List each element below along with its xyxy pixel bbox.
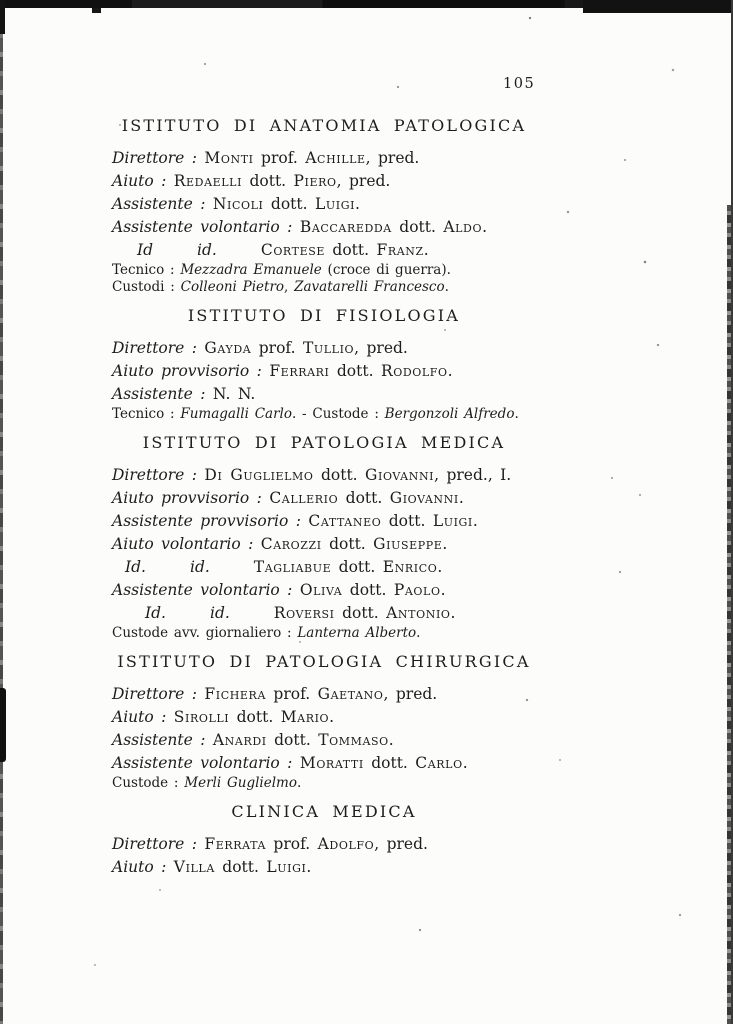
text-segment: Aiuto provvisorio : xyxy=(112,362,270,380)
text-segment: Bergonzoli Alfredo xyxy=(384,406,515,422)
text-segment: Custodi : xyxy=(112,279,181,295)
text-segment: . xyxy=(355,195,360,213)
text-segment: Piero xyxy=(293,172,337,190)
text-segment: , pred., I. xyxy=(434,466,512,484)
text-segment: Id. xyxy=(145,604,166,622)
text-segment: Assistente : xyxy=(112,385,213,403)
text-segment: , pred. xyxy=(354,339,408,357)
text-segment: Roversi xyxy=(273,604,335,622)
text-segment: Id xyxy=(137,241,154,259)
text-segment: Direttore : xyxy=(112,339,205,357)
text-segment: Merli Guglielmo xyxy=(184,775,297,791)
text-segment: Luigi xyxy=(314,195,356,213)
section-title: ISTITUTO DI FISIOLOGIA xyxy=(187,306,461,325)
text-segment: Aldo xyxy=(443,218,483,236)
text-segment: Direttore : xyxy=(112,466,205,484)
text-segment: N. N. xyxy=(212,385,256,403)
text-segment: dott. xyxy=(342,581,394,599)
text-segment: Aiuto provvisorio : xyxy=(112,489,270,507)
text-segment: Direttore : xyxy=(112,149,205,167)
text-segment: Tagliabue xyxy=(253,558,332,576)
institute-section xyxy=(112,652,536,792)
text-segment: Sirolli xyxy=(173,708,230,726)
scan-blob-left xyxy=(0,688,6,762)
text-segment: Monti xyxy=(204,149,254,167)
staff-line xyxy=(112,216,536,239)
note-line xyxy=(112,775,536,792)
text-segment: prof. xyxy=(266,835,318,853)
text-segment: Assistente provvisorio : xyxy=(112,512,309,530)
text-segment: . xyxy=(444,279,449,295)
text-segment: Fumagalli Carlo xyxy=(180,406,292,422)
staff-line xyxy=(112,239,536,262)
staff-line xyxy=(112,383,536,406)
text-segment: Tecnico : xyxy=(112,406,181,422)
text-segment: Villa xyxy=(173,858,215,876)
text-segment: . xyxy=(416,625,421,641)
text-segment: dott. xyxy=(331,558,383,576)
text-segment: Tullio xyxy=(302,339,355,357)
note-line xyxy=(112,262,536,279)
text-segment: Luigi xyxy=(266,858,307,876)
text-segment: Rodolfo xyxy=(380,362,448,380)
staff-line xyxy=(112,337,536,360)
text-segment: . xyxy=(423,241,429,259)
text-segment: Callerio xyxy=(269,489,339,507)
text-segment: Carozzi xyxy=(260,535,322,553)
text-segment: Id. xyxy=(125,558,146,576)
staff-line xyxy=(112,360,536,383)
scan-blob-top-left xyxy=(0,0,5,34)
text-segment: . - Custode : xyxy=(291,406,385,422)
text-segment: prof. xyxy=(266,685,318,703)
text-segment: Aiuto : xyxy=(112,708,174,726)
text-segment: . xyxy=(329,708,335,726)
text-segment: Baccaredda xyxy=(299,218,392,236)
text-segment: Mezzadra Emanuele xyxy=(180,262,322,278)
text-segment: Colleoni Pietro xyxy=(180,279,285,295)
text-segment: . xyxy=(388,731,394,749)
note-line xyxy=(112,406,536,423)
text-segment: Tecnico : xyxy=(112,262,181,278)
text-segment: Redaelli xyxy=(173,172,243,190)
text-segment: dott. xyxy=(381,512,433,530)
text-segment: dott. xyxy=(324,241,377,259)
text-segment: Aiuto : xyxy=(112,172,174,190)
text-segment: dott. xyxy=(266,731,319,749)
text-segment: Enrico xyxy=(382,558,438,576)
note-line xyxy=(112,625,536,642)
staff-line xyxy=(112,579,536,602)
text-segment: . xyxy=(462,754,468,772)
text-segment: Giovanni xyxy=(389,489,459,507)
text-segment: Paolo xyxy=(393,581,441,599)
text-segment: dott. xyxy=(363,754,416,772)
text-segment: Luigi xyxy=(432,512,473,530)
text-segment: Mario xyxy=(280,708,330,726)
page-content xyxy=(112,110,536,889)
text-segment: Carlo xyxy=(415,754,463,772)
text-segment: Custode avv. giornaliero : xyxy=(112,625,298,641)
text-segment: (croce di guerra). xyxy=(321,262,451,278)
text-segment: Adolfo xyxy=(317,835,375,853)
text-segment: id. xyxy=(189,558,210,576)
note-line xyxy=(112,279,536,296)
text-segment: dott. xyxy=(242,172,294,190)
text-segment: prof. xyxy=(253,149,306,167)
text-segment: Assistente volontario : xyxy=(112,754,300,772)
text-segment: Franz xyxy=(376,241,424,259)
text-segment: Oliva xyxy=(299,581,343,599)
text-segment: id. xyxy=(197,241,217,259)
text-segment: . xyxy=(437,558,443,576)
text-segment: dott. xyxy=(229,708,281,726)
text-segment: dott. xyxy=(334,604,387,622)
text-segment: Antonio xyxy=(386,604,451,622)
text-segment: id. xyxy=(209,604,230,622)
text-segment: dott. xyxy=(313,466,366,484)
text-segment: dott. xyxy=(391,218,444,236)
text-segment: Nicoli xyxy=(212,195,264,213)
text-segment: , pred. xyxy=(365,149,420,167)
text-segment: , xyxy=(284,279,295,295)
staff-line xyxy=(112,683,536,706)
staff-line xyxy=(112,856,536,879)
text-segment: Assistente volontario : xyxy=(112,581,300,599)
text-segment: prof. xyxy=(251,339,303,357)
text-segment: Gayda xyxy=(204,339,252,357)
text-segment: . xyxy=(472,512,478,530)
staff-line xyxy=(112,752,536,775)
text-segment: Di Guglielmo xyxy=(204,466,314,484)
text-segment: Cortese xyxy=(260,241,325,259)
text-segment: Fichera xyxy=(204,685,266,703)
staff-line xyxy=(112,533,536,556)
text-segment: Achille xyxy=(305,149,366,167)
scan-edge-top-right xyxy=(583,0,733,13)
text-segment: dott. xyxy=(329,362,381,380)
text-segment: Tommaso xyxy=(318,731,389,749)
text-segment: . xyxy=(514,406,519,422)
text-segment: Cattaneo xyxy=(308,512,382,530)
institute-section xyxy=(112,116,536,296)
section-title: ISTITUTO DI PATOLOGIA MEDICA xyxy=(142,433,506,452)
staff-line xyxy=(112,464,536,487)
text-segment: . xyxy=(442,535,448,553)
text-segment: . xyxy=(458,489,464,507)
staff-line xyxy=(112,170,536,193)
institute-section xyxy=(112,306,536,423)
text-segment: Custode : xyxy=(112,775,185,791)
section-title: ISTITUTO DI PATOLOGIA CHIRURGICA xyxy=(117,652,531,671)
text-segment: . xyxy=(440,581,446,599)
text-segment: dott. xyxy=(214,858,267,876)
text-segment: Giovanni xyxy=(365,466,435,484)
text-segment: dott. xyxy=(338,489,390,507)
staff-line xyxy=(112,602,536,625)
text-segment: Assistente : xyxy=(112,195,213,213)
text-segment: Assistente volontario : xyxy=(112,218,300,236)
text-segment: Direttore : xyxy=(112,835,205,853)
section-title: ISTITUTO DI ANATOMIA PATOLOGICA xyxy=(121,116,527,135)
text-segment: Direttore : xyxy=(112,685,205,703)
staff-line xyxy=(112,706,536,729)
text-segment: , pred. xyxy=(374,835,428,853)
text-segment: Anardi xyxy=(212,731,267,749)
text-segment: . xyxy=(296,775,302,791)
scan-edge-left xyxy=(0,0,3,1024)
staff-line xyxy=(112,833,536,856)
text-segment: Zavatarelli Francesco xyxy=(294,279,445,295)
staff-line xyxy=(112,487,536,510)
staff-line xyxy=(112,729,536,752)
section-title: CLINICA MEDICA xyxy=(231,802,417,821)
text-segment: Gaetano xyxy=(317,685,384,703)
staff-line xyxy=(112,510,536,533)
page-number: 105 xyxy=(503,76,536,92)
staff-line xyxy=(112,556,536,579)
text-segment: dott. xyxy=(263,195,315,213)
text-segment: Ferrata xyxy=(204,835,266,853)
text-segment: , pred. xyxy=(383,685,438,703)
text-segment: . xyxy=(450,604,456,622)
text-segment: Giuseppe xyxy=(373,535,443,553)
text-segment: Moratti xyxy=(299,754,364,772)
institute-section xyxy=(112,433,536,642)
text-segment: Aiuto : xyxy=(112,858,174,876)
scan-mark xyxy=(92,8,101,13)
text-segment: . xyxy=(482,218,488,236)
staff-line xyxy=(112,193,536,216)
institute-section xyxy=(112,802,536,879)
staff-line xyxy=(112,147,536,170)
text-segment: . xyxy=(306,858,312,876)
text-segment: . xyxy=(447,362,453,380)
text-segment: , pred. xyxy=(336,172,391,190)
text-segment: Assistente : xyxy=(112,731,213,749)
text-segment: Lanterna Alberto xyxy=(297,625,417,641)
text-segment: dott. xyxy=(321,535,374,553)
text-segment: Aiuto volontario : xyxy=(112,535,261,553)
text-segment: Ferrari xyxy=(269,362,330,380)
